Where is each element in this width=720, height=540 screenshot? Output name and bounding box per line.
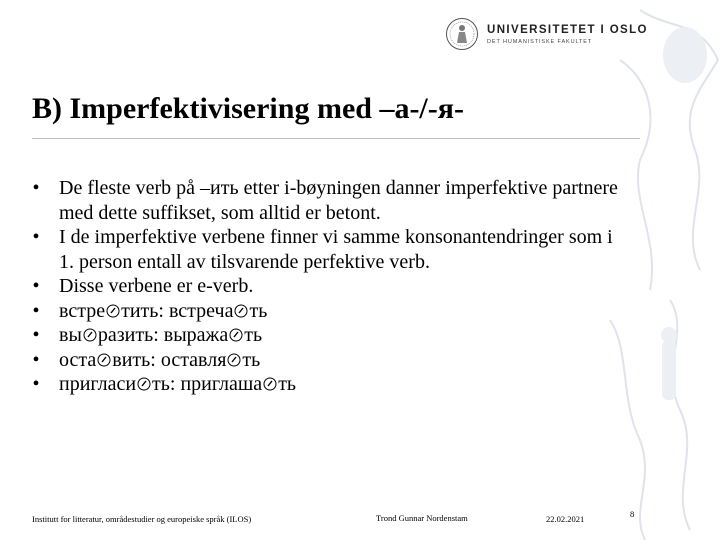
bullet-dot: • bbox=[32, 226, 40, 248]
bullet-dot: • bbox=[32, 324, 40, 346]
stress-mark-icon bbox=[263, 377, 277, 391]
footer-date: 22.02.2021 bbox=[546, 514, 585, 524]
stress-mark-icon bbox=[97, 353, 111, 367]
bullet-item bbox=[30, 348, 620, 373]
university-logo bbox=[445, 14, 648, 54]
page-number: 8 bbox=[630, 509, 635, 519]
word-part: ть bbox=[249, 299, 268, 322]
footer-institute: Institutt for litteratur, områdestudier og europeiske språk (ILOS) bbox=[32, 514, 252, 524]
bullet-list bbox=[30, 176, 620, 397]
word-part: тить: встреча bbox=[121, 299, 234, 322]
bullet-dot: • bbox=[32, 275, 40, 297]
bullet-dot: • bbox=[32, 177, 40, 199]
stress-mark-icon bbox=[227, 353, 241, 367]
word-part: встре bbox=[59, 299, 106, 322]
word-part: вить: оставля bbox=[112, 348, 227, 371]
stress-mark-icon bbox=[234, 304, 248, 318]
footer-author: Trond Gunnar Nordenstam bbox=[376, 513, 468, 523]
stress-mark-icon bbox=[137, 377, 151, 391]
stress-mark-icon bbox=[106, 304, 120, 318]
bullet-text: I de imperfektive verbene finner vi samme konsonantendringer som i 1. person entall av tilsvarende perfektive verb. bbox=[59, 226, 613, 273]
word-part: ть: приглаша bbox=[152, 373, 263, 395]
slide-title: B) Imperfektivisering med –а-/-я- bbox=[32, 92, 464, 125]
word-part: ть bbox=[244, 324, 263, 346]
bullet-item bbox=[30, 372, 620, 397]
stress-mark-icon bbox=[229, 328, 243, 342]
word-part: пригласи bbox=[59, 373, 137, 395]
bullet-text: Disse verbene er e-verb. bbox=[59, 275, 254, 297]
word-part: ть bbox=[242, 348, 261, 371]
university-seal-icon bbox=[445, 17, 479, 51]
bullet-dot: • bbox=[32, 348, 40, 371]
word-part: оста bbox=[59, 348, 97, 371]
bullet-item bbox=[30, 176, 620, 225]
bullet-dot: • bbox=[32, 299, 40, 322]
word-part: вы bbox=[59, 324, 82, 346]
bullet-dot: • bbox=[32, 373, 40, 395]
bullet-item bbox=[30, 299, 620, 324]
word-part: ть bbox=[278, 373, 297, 395]
bullet-item bbox=[30, 225, 620, 274]
stress-mark-icon bbox=[83, 328, 97, 342]
bullet-text: De fleste verb på –ить etter i-bøyningen danner imperfektive partnere med dette suffikset, som alltid er betont. bbox=[59, 177, 618, 224]
faculty-name: DET HUMANISTISKE FAKULTET bbox=[487, 38, 593, 45]
university-name: UNIVERSITETET I OSLO bbox=[487, 23, 648, 36]
bullet-item bbox=[30, 323, 620, 348]
title-divider bbox=[32, 138, 640, 139]
bullet-item bbox=[30, 274, 620, 299]
word-part: разить: выража bbox=[97, 324, 229, 346]
